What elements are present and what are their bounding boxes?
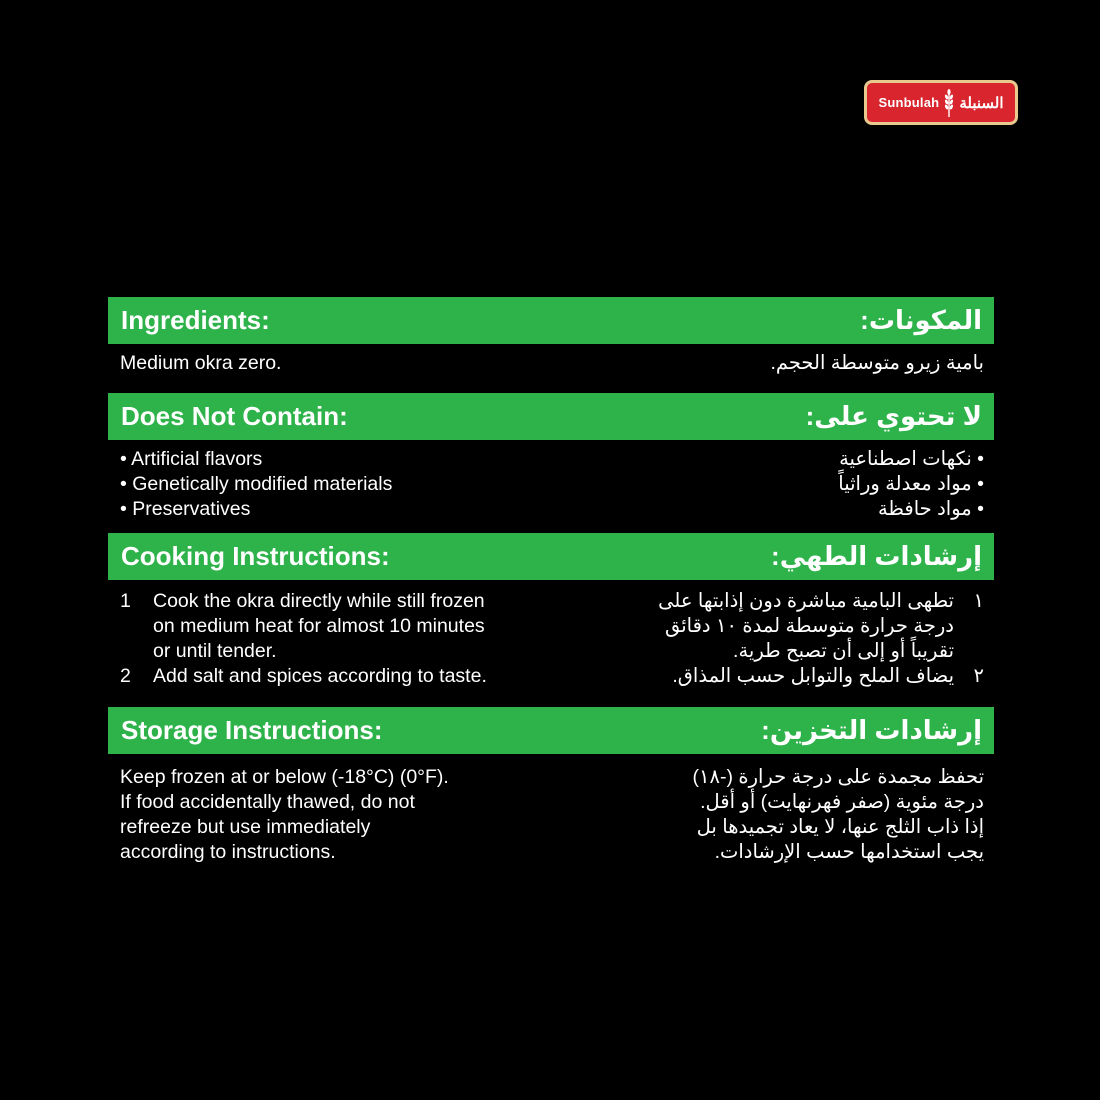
step-number: ١ <box>973 590 984 612</box>
step-line: درجة حرارة متوسطة لمدة ١٠ دقائق <box>664 615 954 637</box>
does-not-contain-list-ar <box>838 447 984 522</box>
step-line <box>658 589 984 614</box>
step-text: Cook the okra directly while still frozen <box>153 590 485 612</box>
storage-title-ar: إرشادات التخزين: <box>761 715 982 745</box>
step-line <box>120 589 487 614</box>
cooking-steps-ar <box>658 589 984 689</box>
does-not-contain-title-en: Does Not Contain: <box>121 401 348 431</box>
cooking-title-ar: إرشادات الطهي: <box>771 541 982 571</box>
ingredients-body-en: Medium okra zero. <box>120 352 282 374</box>
list-item: • مواد معدلة وراثياً <box>838 473 984 495</box>
step-line: on medium heat for almost 10 minutes <box>153 615 485 637</box>
step-number: 1 <box>120 590 131 612</box>
text-line: Keep frozen at or below (-18°C) (0°F). <box>120 766 449 788</box>
step-line: or until tender. <box>153 640 277 662</box>
step-number: 2 <box>120 665 131 687</box>
list-item: • Preservatives <box>120 498 251 520</box>
step-number: ٢ <box>973 665 984 687</box>
text-line: refreeze but use immediately <box>120 816 371 838</box>
cooking-title-en: Cooking Instructions: <box>121 541 390 571</box>
list-item: • Genetically modified materials <box>120 473 393 495</box>
step-line <box>120 664 487 689</box>
does-not-contain-title-ar: لا تحتوي على: <box>805 401 982 431</box>
cooking-header <box>108 533 994 580</box>
ingredients-body-ar: بامية زيرو متوسطة الحجم. <box>770 352 984 374</box>
text-line: according to instructions. <box>120 841 336 863</box>
text-line: يجب استخدامها حسب الإرشادات. <box>714 841 984 863</box>
ingredients-title-en: Ingredients: <box>121 305 270 335</box>
step-line <box>658 664 984 689</box>
does-not-contain-header <box>108 393 994 440</box>
text-line: إذا ذاب الثلج عنها، لا يعاد تجميدها بل <box>696 816 984 838</box>
text-line: If food accidentally thawed, do not <box>120 791 415 813</box>
wheat-icon <box>943 88 955 118</box>
ingredients-header <box>108 297 994 344</box>
does-not-contain-list-en <box>120 447 392 522</box>
list-item: • مواد حافظة <box>877 498 984 520</box>
storage-body-en <box>120 765 449 865</box>
storage-title-en: Storage Instructions: <box>121 715 383 745</box>
storage-body-ar <box>693 765 985 865</box>
step-text: Add salt and spices according to taste. <box>153 665 487 687</box>
logo-text-en: Sunbulah <box>878 95 940 110</box>
list-item: • نكهات اصطناعية <box>839 448 984 470</box>
sunbulah-logo <box>864 80 1018 125</box>
list-item: • Artificial flavors <box>120 448 263 470</box>
ingredients-title-ar: المكونات: <box>860 305 982 335</box>
step-line: تقريباً أو إلى أن تصبح طرية. <box>733 640 954 662</box>
text-line: تحفظ مجمدة على درجة حرارة (-١٨) <box>692 766 984 788</box>
text-line: درجة مئوية (صفر فهرنهايت) أو أقل. <box>700 791 984 813</box>
step-text: يضاف الملح والتوابل حسب المذاق. <box>672 665 954 687</box>
storage-header <box>108 707 994 754</box>
cooking-steps-en <box>120 589 487 689</box>
logo-text-ar: السنبلة <box>959 94 1004 112</box>
step-text: تطهى البامية مباشرة دون إذابتها على <box>658 590 954 612</box>
